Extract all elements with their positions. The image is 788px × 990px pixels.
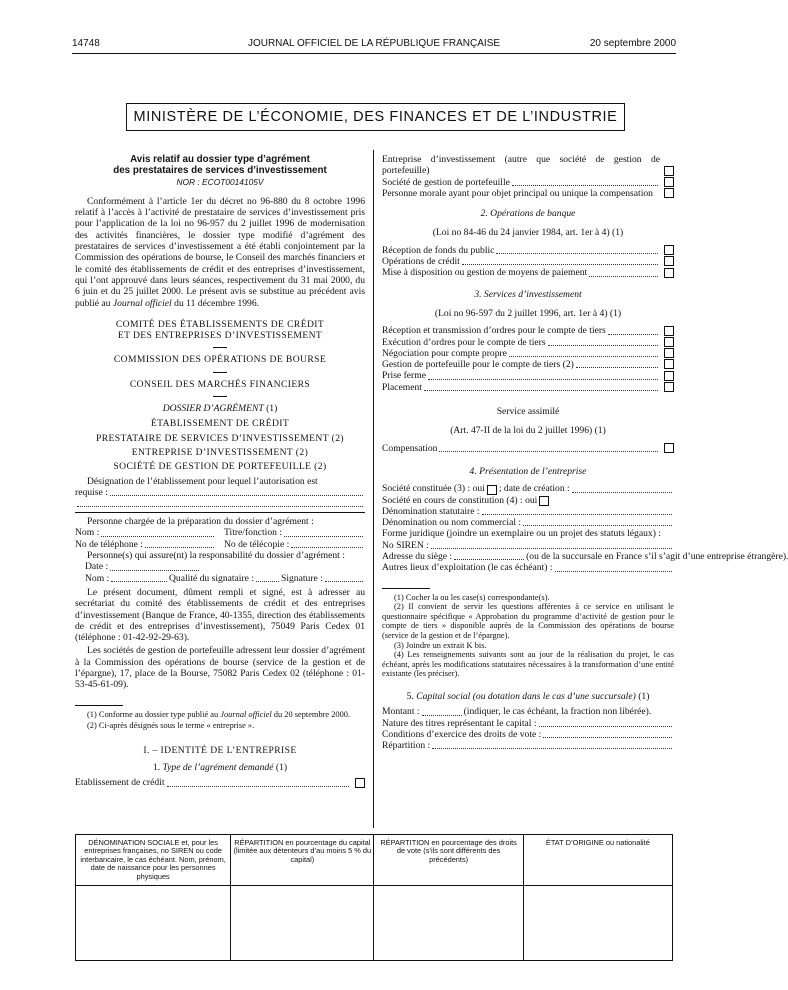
footnote-2: (2) Ci-après désignés sous le terme « entreprise ».: [87, 721, 255, 731]
person-in-charge-label: Personne chargée de la préparation du dossier d’agrément :: [87, 516, 314, 528]
notice-subtitle: des prestataires de services d’investissement: [113, 165, 327, 177]
type-item: SOCIÉTÉ DE GESTION DE PORTEFEUILLE (2): [113, 461, 327, 473]
assimilated-service-reference: (Art. 47-II de la loi du 2 juillet 1996) (1): [450, 425, 606, 437]
right-footnote-4: (4) Les renseignements suivants sont au jour de la réalisation du projet, le cas échéant, après les modifications statutaires nécessaires à la transformation d’une entité existante (les préciser).: [382, 650, 674, 679]
date-field[interactable]: Date :: [75, 561, 201, 572]
committee-heading-2: ET DES ENTREPRISES D’INVESTISSEMENT: [117, 330, 323, 342]
table-row: [76, 886, 673, 961]
right-footnote-3: (3) Joindre un extrait K bis.: [394, 640, 487, 650]
company-in-formation-field[interactable]: Société en cours de constitution (4) : oui: [382, 495, 674, 506]
voting-conditions-field[interactable]: Conditions d’exercice des droits de vote :: [382, 729, 674, 740]
footnote-1: (1) Conforme au dossier type publié au Journal officiel du 20 septembre 2000.: [87, 709, 351, 719]
publication-date: 20 septembre 2000: [589, 38, 676, 49]
page-number: 14748: [72, 38, 100, 49]
separator-dash: [213, 396, 227, 397]
section-3-reference: (Loi no 96-597 du 2 juillet 1996, art. 1er à 4) (1): [434, 307, 622, 319]
table-cell[interactable]: [231, 886, 374, 961]
commercial-name-field[interactable]: Dénomination ou nom commercial :: [382, 517, 674, 528]
signer-quality-field[interactable]: Qualité du signataire :: [169, 573, 281, 584]
checkbox[interactable]: [355, 778, 365, 788]
checkbox[interactable]: [664, 382, 674, 392]
left-column: [75, 154, 365, 789]
shareholders-table: [75, 834, 673, 961]
signer-name-field[interactable]: Nom :: [85, 573, 169, 584]
right-footnote-1: (1) Cocher la ou les case(s) correspondante(s).: [394, 592, 550, 602]
footnote-rule: [75, 705, 123, 706]
option-portfolio-company[interactable]: Société de gestion de portefeuille: [382, 177, 674, 188]
designation-field-extra[interactable]: [75, 498, 365, 509]
legal-form-field[interactable]: Forme juridique (joindre un exemplaire ou un projet des statuts légaux) :: [382, 528, 661, 540]
right-column: [382, 154, 788, 752]
checkbox[interactable]: [664, 177, 674, 187]
section-2-heading: 2. Opérations de banque: [480, 208, 576, 220]
signature-field[interactable]: Signature :: [281, 573, 365, 584]
portfolio-paragraph: Les sociétés de gestion de portefeuille adressent leur dossier d’agrément à la Commission des opérations de bourse (service de la gestion et de l’épargne), 17, place de la Bourse, 75082 Paris Cedex 02 (téléphone : 01-53-45-61-09).: [75, 645, 365, 691]
type-item: PRESTATAIRE DE SERVICES D’INVESTISSEMENT (2): [95, 432, 345, 444]
checkbox[interactable]: [664, 337, 674, 347]
nor-reference: NOR : ECOT0014105V: [176, 176, 264, 187]
contact-fields: [75, 527, 365, 538]
table-cell[interactable]: [374, 886, 523, 961]
footnote-rule: [382, 588, 430, 589]
signers-label: Personne(s) qui assure(nt) la responsabilité du dossier d’agrément :: [87, 550, 345, 562]
table-cell[interactable]: [76, 886, 231, 961]
option-investment-firm[interactable]: Entreprise d’investissement (autre que société de gestion de portefeuille): [382, 154, 674, 177]
dossier-types: [75, 418, 365, 472]
option-portfolio-management[interactable]: Gestion de portefeuille pour le compte de tiers (2): [382, 359, 674, 370]
checkbox[interactable]: [664, 245, 674, 255]
cmf-heading: CONSEIL DES MARCHÉS FINANCIERS: [129, 378, 311, 390]
option-compensation[interactable]: Compensation: [382, 443, 674, 454]
section-4-heading: 4. Présentation de l’entreprise: [469, 465, 587, 477]
table-header-voting: RÉPARTITION en pourcentage des droits de vote (s’ils sont différents des précédents): [374, 835, 523, 886]
dossier-title: DOSSIER D’AGRÉMENT (1): [162, 403, 278, 415]
checkbox[interactable]: [664, 348, 674, 358]
option-clearing-entity[interactable]: Personne morale ayant pour objet principal ou unique la compensation: [382, 188, 674, 199]
option-underwriting[interactable]: Prise ferme: [382, 370, 674, 381]
separator-dash: [213, 372, 227, 373]
section-5-heading: 5. Capital social (ou dotation dans le cas d’une succursale) (1): [406, 690, 650, 702]
option-own-account[interactable]: Négociation pour compte propre: [382, 348, 674, 359]
checkbox[interactable]: [664, 268, 674, 278]
statutory-name-field[interactable]: Dénomination statutaire :: [382, 506, 674, 517]
assimilated-service-heading: Service assimilé: [496, 406, 560, 418]
notice-title: Avis relatif au dossier type d’agrément: [130, 154, 310, 165]
column-divider: [373, 150, 374, 828]
checkbox[interactable]: [664, 443, 674, 453]
form-rule: [75, 512, 365, 513]
checkbox[interactable]: [539, 496, 549, 506]
committee-heading-1: COMITÉ DES ÉTABLISSEMENTS DE CRÉDIT: [115, 318, 325, 330]
right-footnote-2: (2) Il convient de servir les questions afférentes à ce service en utilisant le questionnaire spécifique « Approbation du programme d’activité de gestion pour le compte de tiers » disponible auprès de la Commission des opérations de bourse (service de la gestion et de l’épargne).: [382, 602, 674, 640]
option-placement[interactable]: Placement: [382, 382, 674, 393]
table-header-row: [76, 835, 673, 886]
securities-nature-field[interactable]: Nature des titres représentant le capital :: [382, 718, 674, 729]
ministry-banner: MINISTÈRE DE L’ÉCONOMIE, DES FINANCES ET DE L’INDUSTRIE: [126, 103, 625, 131]
section-2-reference: (Loi no 84-46 du 24 janvier 1984, art. 1er à 4) (1): [432, 227, 624, 239]
distribution-field[interactable]: Répartition :: [382, 740, 674, 751]
etab-credit-option[interactable]: Etablissement de crédit: [75, 777, 365, 788]
table-header-origin: ÉTAT D’ORIGINE ou nationalité: [523, 835, 672, 886]
section-1-heading: I. – IDENTITÉ DE L’ENTREPRISE: [143, 744, 297, 756]
table-header-denomination: DÉNOMINATION SOCIALE et, pour les entreprises françaises, no SIREN ou code interbancaire, le cas échéant. Nom, prénom, date de naissance pour les personnes physiques: [76, 835, 231, 886]
header-rule: [72, 53, 676, 54]
subsection-1-heading: 1. Type de l’agrément demandé (1): [152, 762, 288, 774]
submission-paragraph: Le présent document, dûment rempli et signé, est à adresser au secrétariat du comité des établissements de crédit et des entreprises d’investissement (Banque de France, 40-1355, direction des établissements de crédit et des entreprises d’investissement), 75049 Paris Cedex 01 (téléphone : 01-42-92-29-63).: [75, 586, 365, 644]
section-3-heading: 3. Services d’investissement: [474, 288, 582, 300]
option-payment-means[interactable]: Mise à disposition ou gestion de moyens de paiement: [382, 267, 674, 278]
designation-label: Désignation de l’établissement pour lequel l’autorisation est: [87, 475, 318, 487]
journal-title: JOURNAL OFFICIEL DE LA RÉPUBLIQUE FRANÇAISE: [247, 38, 501, 49]
option-order-reception[interactable]: Réception et transmission d’ordres pour le compte de tiers: [382, 325, 674, 336]
siren-field[interactable]: No SIREN :: [382, 540, 674, 551]
type-item: ENTREPRISE D’INVESTISSEMENT (2): [131, 446, 309, 458]
checkbox[interactable]: [664, 188, 674, 198]
fax-field[interactable]: No de télécopie :: [216, 539, 365, 550]
separator-dash: [213, 347, 227, 348]
type-item: ÉTABLISSEMENT DE CRÉDIT: [150, 418, 290, 430]
checkbox[interactable]: [664, 166, 674, 176]
signer-fields: [75, 573, 365, 584]
designation-field[interactable]: requise :: [75, 487, 365, 498]
capital-amount-field[interactable]: Montant : (indiquer, le cas échéant, la fraction non libérée).: [382, 706, 652, 718]
checkbox[interactable]: [664, 371, 674, 381]
head-office-field[interactable]: Adresse du siège : (ou de la succursale en France s’il s’agit d’une entreprise étrangère).: [382, 551, 788, 563]
titre-field[interactable]: Titre/fonction :: [216, 527, 365, 538]
checkbox[interactable]: [664, 359, 674, 369]
option-public-deposits[interactable]: Réception de fonds du public: [382, 245, 674, 256]
nom-field[interactable]: Nom :: [75, 527, 216, 538]
telephone-field[interactable]: No de téléphone :: [75, 539, 216, 550]
table-header-capital: RÉPARTITION en pourcentage du capital (limitée aux détenteurs d’au moins 5 % du capital): [231, 835, 374, 886]
table-cell[interactable]: [523, 886, 672, 961]
other-locations-field[interactable]: Autres lieux d’exploitation (le cas échéant) :: [382, 562, 674, 573]
checkbox[interactable]: [664, 256, 674, 266]
company-constituted-field[interactable]: Société constituée (3) : oui ; date de création :: [382, 483, 674, 494]
cob-heading: COMMISSION DES OPÉRATIONS DE BOURSE: [113, 354, 327, 366]
option-order-execution[interactable]: Exécution d’ordres pour le compte de tiers: [382, 337, 674, 348]
checkbox[interactable]: [487, 485, 497, 495]
option-credit-operations[interactable]: Opérations de crédit: [382, 256, 674, 267]
phone-fields: [75, 539, 365, 550]
intro-paragraph: Conformément à l’article 1er du décret no 96-880 du 8 octobre 1996 relatif à l’accès à l’activité de prestataire de services d’investissement pris pour l’application de la loi no 96-957 du 2 juillet 1996 de modernisation des activités financières, le dossier type modifié d’agrément des prestataires de services d’investissement a été établi conjointement par la Commission des opérations de bourse, le Conseil des marchés financiers et le comité des établissements de crédit et des entreprises d’investissement, qui l’ont approuvé dans leurs séances, respectivement du 31 mai 2000, du 6 juin et du 25 juillet 2000. Le présent avis se substitue au précédent avis publié au Journal officiel du 11 décembre 1996.: [75, 195, 365, 309]
checkbox[interactable]: [664, 326, 674, 336]
